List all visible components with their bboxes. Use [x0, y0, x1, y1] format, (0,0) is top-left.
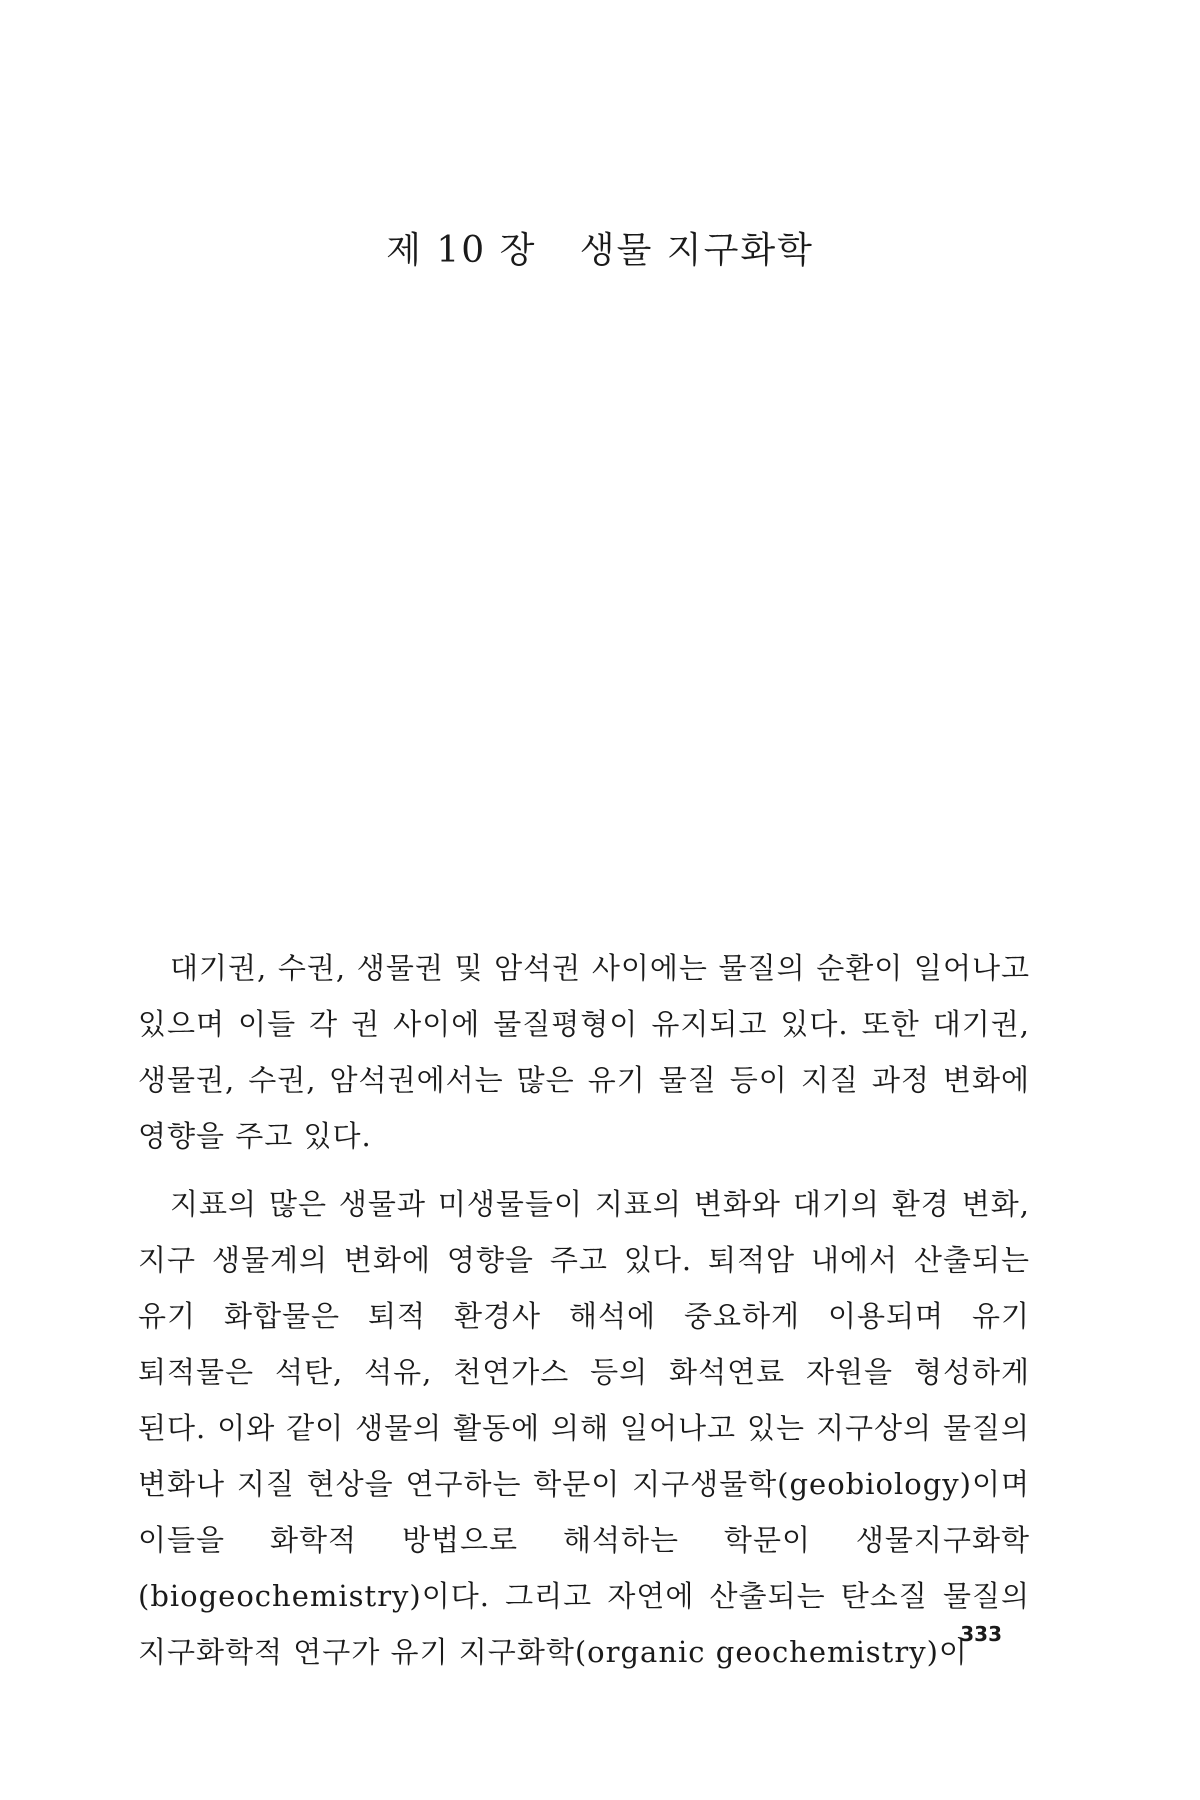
chapter-title: 생물 지구화학 — [579, 230, 814, 271]
chapter-heading — [0, 222, 1200, 273]
paragraph-1: 대기권, 수권, 생물권 및 암석권 사이에는 물질의 순환이 일어나고 있으며 이들 각 권 사이에 물질평형이 유지되고 있다. 또한 대기권, 생물권, 수권, 암석권에서는 많은 유기 물질 등이 지질 과정 변화에 영향을 주고 있다. — [138, 951, 1030, 1153]
body-text — [138, 940, 1030, 1680]
chapter-label: 제 10 장 — [386, 230, 537, 271]
page-number: 333 — [960, 1622, 1002, 1646]
paragraph-2: 지표의 많은 생물과 미생물들이 지표의 변화와 대기의 환경 변화, 지구 생물계의 변화에 영향을 주고 있다. 퇴적암 내에서 산출되는 유기 화합물은 퇴적 환경사 해석에 중요하게 이용되며 유기 퇴적물은 석탄, 석유, 천연가스 등의 화석연료 자원을 형성하게 된다. 이와 같이 생물의 활동에 의해 일어나고 있는 지구상의 물질의 변화나 지질 현상을 연구하는 학문이 지구생물학(geobiology)이며 이들을 화학적 방법으로 해석하는 학문이 생물지구화학(biogeochemistry)이다. 그리고 자연에 산출되는 탄소질 물질의 지구화학적 연구가 유기 지구화학(organic geochemistry)이 — [138, 1187, 1030, 1669]
